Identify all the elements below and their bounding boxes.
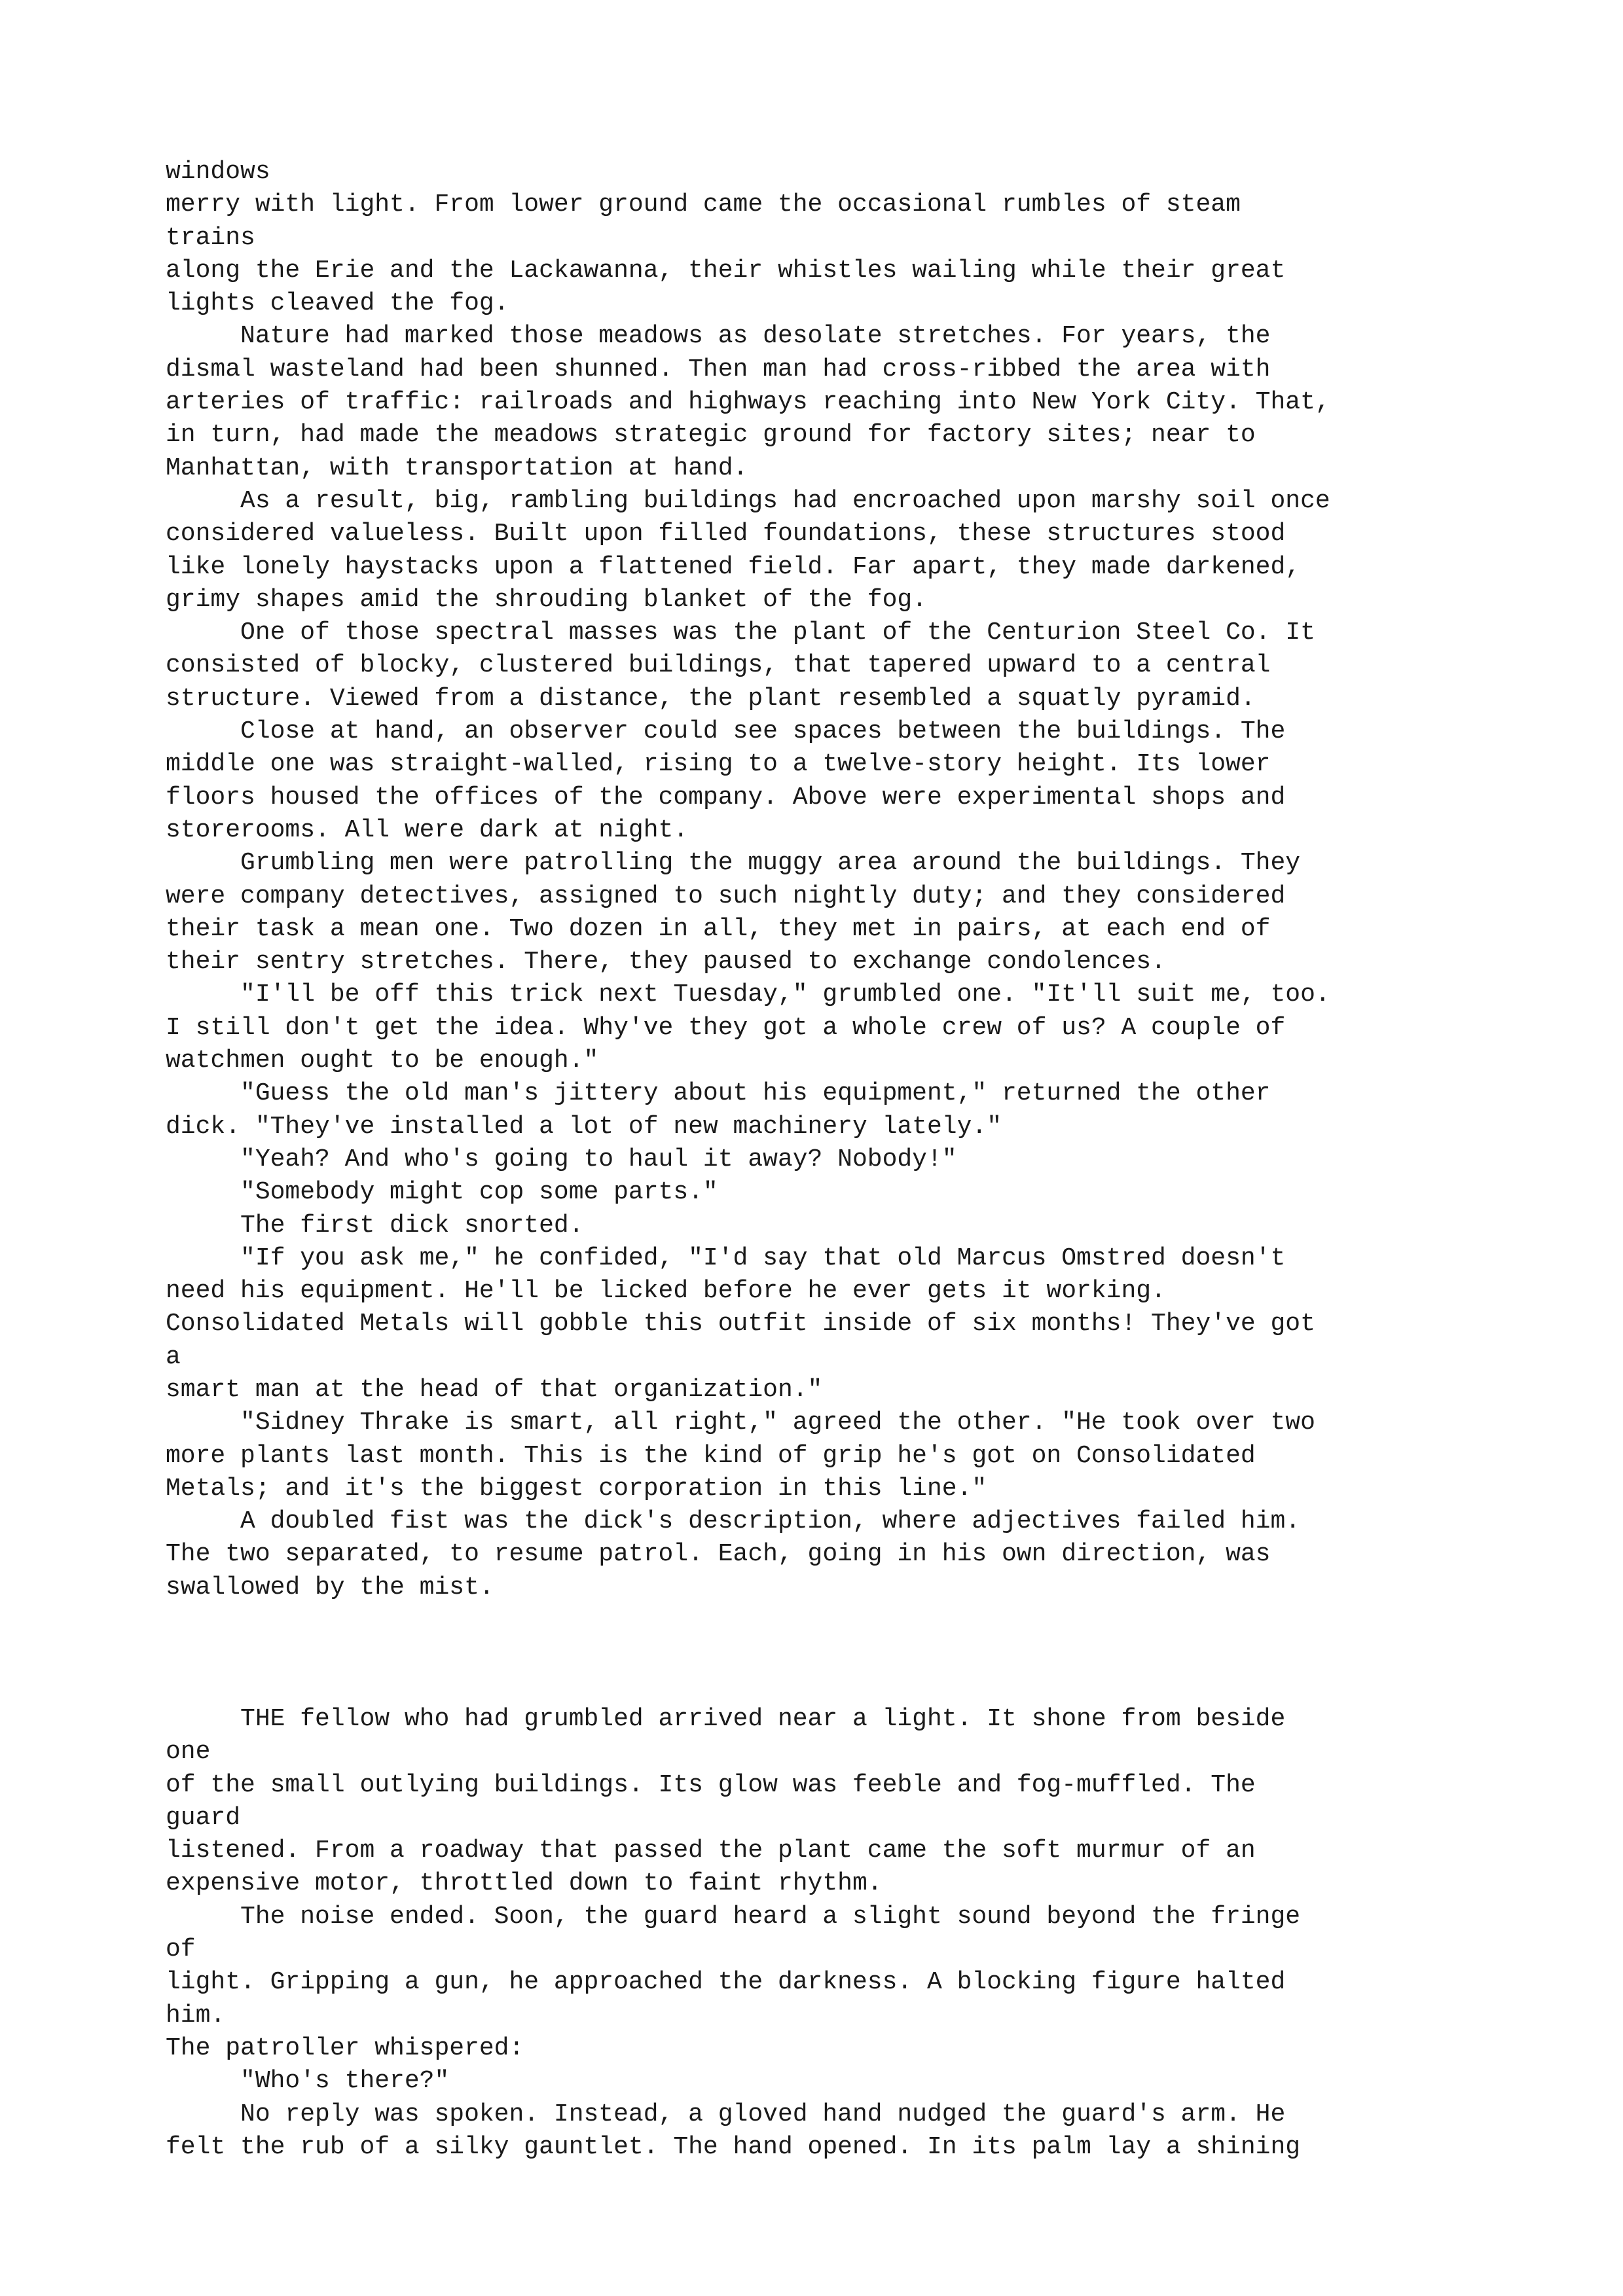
text-line: felt the rub of a silky gauntlet. The hand opened. In its palm lay a shining [166,2132,1301,2161]
text-line: "Somebody might cop some parts." [166,1178,718,1207]
text-line: As a result, big, rambling buildings had encroached upon marshy soil once [166,486,1330,515]
text-line [166,1637,1606,1670]
text-line: like lonely haystacks upon a flattened field. Far apart, they made darkened, [166,552,1301,581]
text-line: grimy shapes amid the shrouding blanket of the fog. [166,585,927,614]
text-line: Grumbling men were patrolling the muggy area around the buildings. They [166,849,1301,878]
text-line: one [166,1738,211,1767]
text-line: "Yeah? And who's going to haul it away? Nobody!" [166,1145,957,1174]
text-line: windows [166,158,270,186]
text-line: expensive motor, throttled down to faint rhythm. [166,1869,883,1898]
text-line [166,1604,1606,1637]
text-line: "If you ask me," he confided, "I'd say that old Marcus Omstred doesn't [166,1244,1286,1272]
text-line: lights cleaved the fog. [166,289,509,318]
text-line: were company detectives, assigned to such nightly duty; and they considered [166,882,1286,910]
text-line: swallowed by the mist. [166,1573,494,1602]
text-line: consisted of blocky, clustered buildings, that tapered upward to a central [166,651,1271,680]
text-line: "Sidney Thrake is smart, all right," agreed the other. "He took over two [166,1408,1315,1437]
text-line: their task a mean one. Two dozen in all, they met in pairs, at each end of [166,914,1271,943]
text-line: light. Gripping a gun, he approached the darkness. A blocking figure halted [166,1968,1286,1997]
text-line: A doubled fist was the dick's description, where adjectives failed him. [166,1507,1301,1536]
text-line: The two separated, to resume patrol. Each, going in his own direction, was [166,1540,1271,1569]
text-line: of the small outlying buildings. Its glow was feeble and fog-muffled. The [166,1770,1256,1799]
text-line: storerooms. All were dark at night. [166,816,689,844]
text-line: structure. Viewed from a distance, the plant resembled a squatly pyramid. [166,684,1256,713]
text-line: dismal wasteland had been shunned. Then man had cross-ribbed the area with [166,355,1271,384]
text-line: their sentry stretches. There, they paused to exchange condolences. [166,948,1166,977]
body-text [166,156,1606,2164]
text-line: dick. "They've installed a lot of new machinery lately." [166,1112,1002,1141]
text-line: The noise ended. Soon, the guard heard a slight sound beyond the fringe [166,1902,1301,1931]
text-line: need his equipment. He'll be licked before he ever gets it working. [166,1277,1166,1306]
text-line: No reply was spoken. Instead, a gloved hand nudged the guard's arm. He [166,2100,1286,2128]
text-line: "I'll be off this trick next Tuesday," grumbled one. "It'll suit me, too. [166,980,1330,1009]
text-line: more plants last month. This is the kind of grip he's got on Consolidated [166,1441,1256,1470]
text-line: smart man at the head of that organization." [166,1375,823,1404]
text-line: a [166,1342,181,1371]
text-line [166,1670,1606,1703]
text-line: "Guess the old man's jittery about his equipment," returned the other [166,1079,1271,1108]
text-line: middle one was straight-walled, rising to a twelve-story height. Its lower [166,750,1271,779]
text-line: THE fellow who had grumbled arrived near a light. It shone from beside [166,1704,1286,1733]
text-line: The first dick snorted. [166,1211,584,1240]
text-line: guard [166,1803,241,1832]
text-line: in turn, had made the meadows strategic ground for factory sites; near to [166,421,1256,450]
text-line: I still don't get the idea. Why've they got a whole crew of us? A couple of [166,1013,1286,1042]
text-line: The patroller whispered: [166,2034,524,2062]
text-line: arteries of traffic: railroads and highways reaching into New York City. That, [166,388,1330,417]
text-line: him. [166,2001,226,2030]
text-line: Close at hand, an observer could see spaces between the buildings. The [166,717,1286,746]
text-line: "Who's there?" [166,2067,450,2096]
text-line: merry with light. From lower ground came the occasional rumbles of steam [166,190,1241,219]
text-line: watchmen ought to be enough." [166,1047,599,1075]
text-line: considered valueless. Built upon filled foundations, these structures stood [166,520,1286,548]
text-line: floors housed the offices of the company. Above were experimental shops and [166,783,1286,812]
text-line: of [166,1935,196,1964]
text-line: along the Erie and the Lackawanna, their whistles wailing while their great [166,256,1286,285]
text-line: Nature had marked those meadows as desolate stretches. For years, the [166,322,1271,351]
text-line: Metals; and it's the biggest corporation in this line." [166,1474,987,1503]
text-line: trains [166,223,255,252]
text-line: Manhattan, with transportation at hand. [166,454,748,482]
text-line: One of those spectral masses was the plant of the Centurion Steel Co. It [166,619,1315,647]
text-line: Consolidated Metals will gobble this outfit inside of six months! They've got [166,1310,1315,1338]
text-line: listened. From a roadway that passed the plant came the soft murmur of an [166,1837,1256,1865]
